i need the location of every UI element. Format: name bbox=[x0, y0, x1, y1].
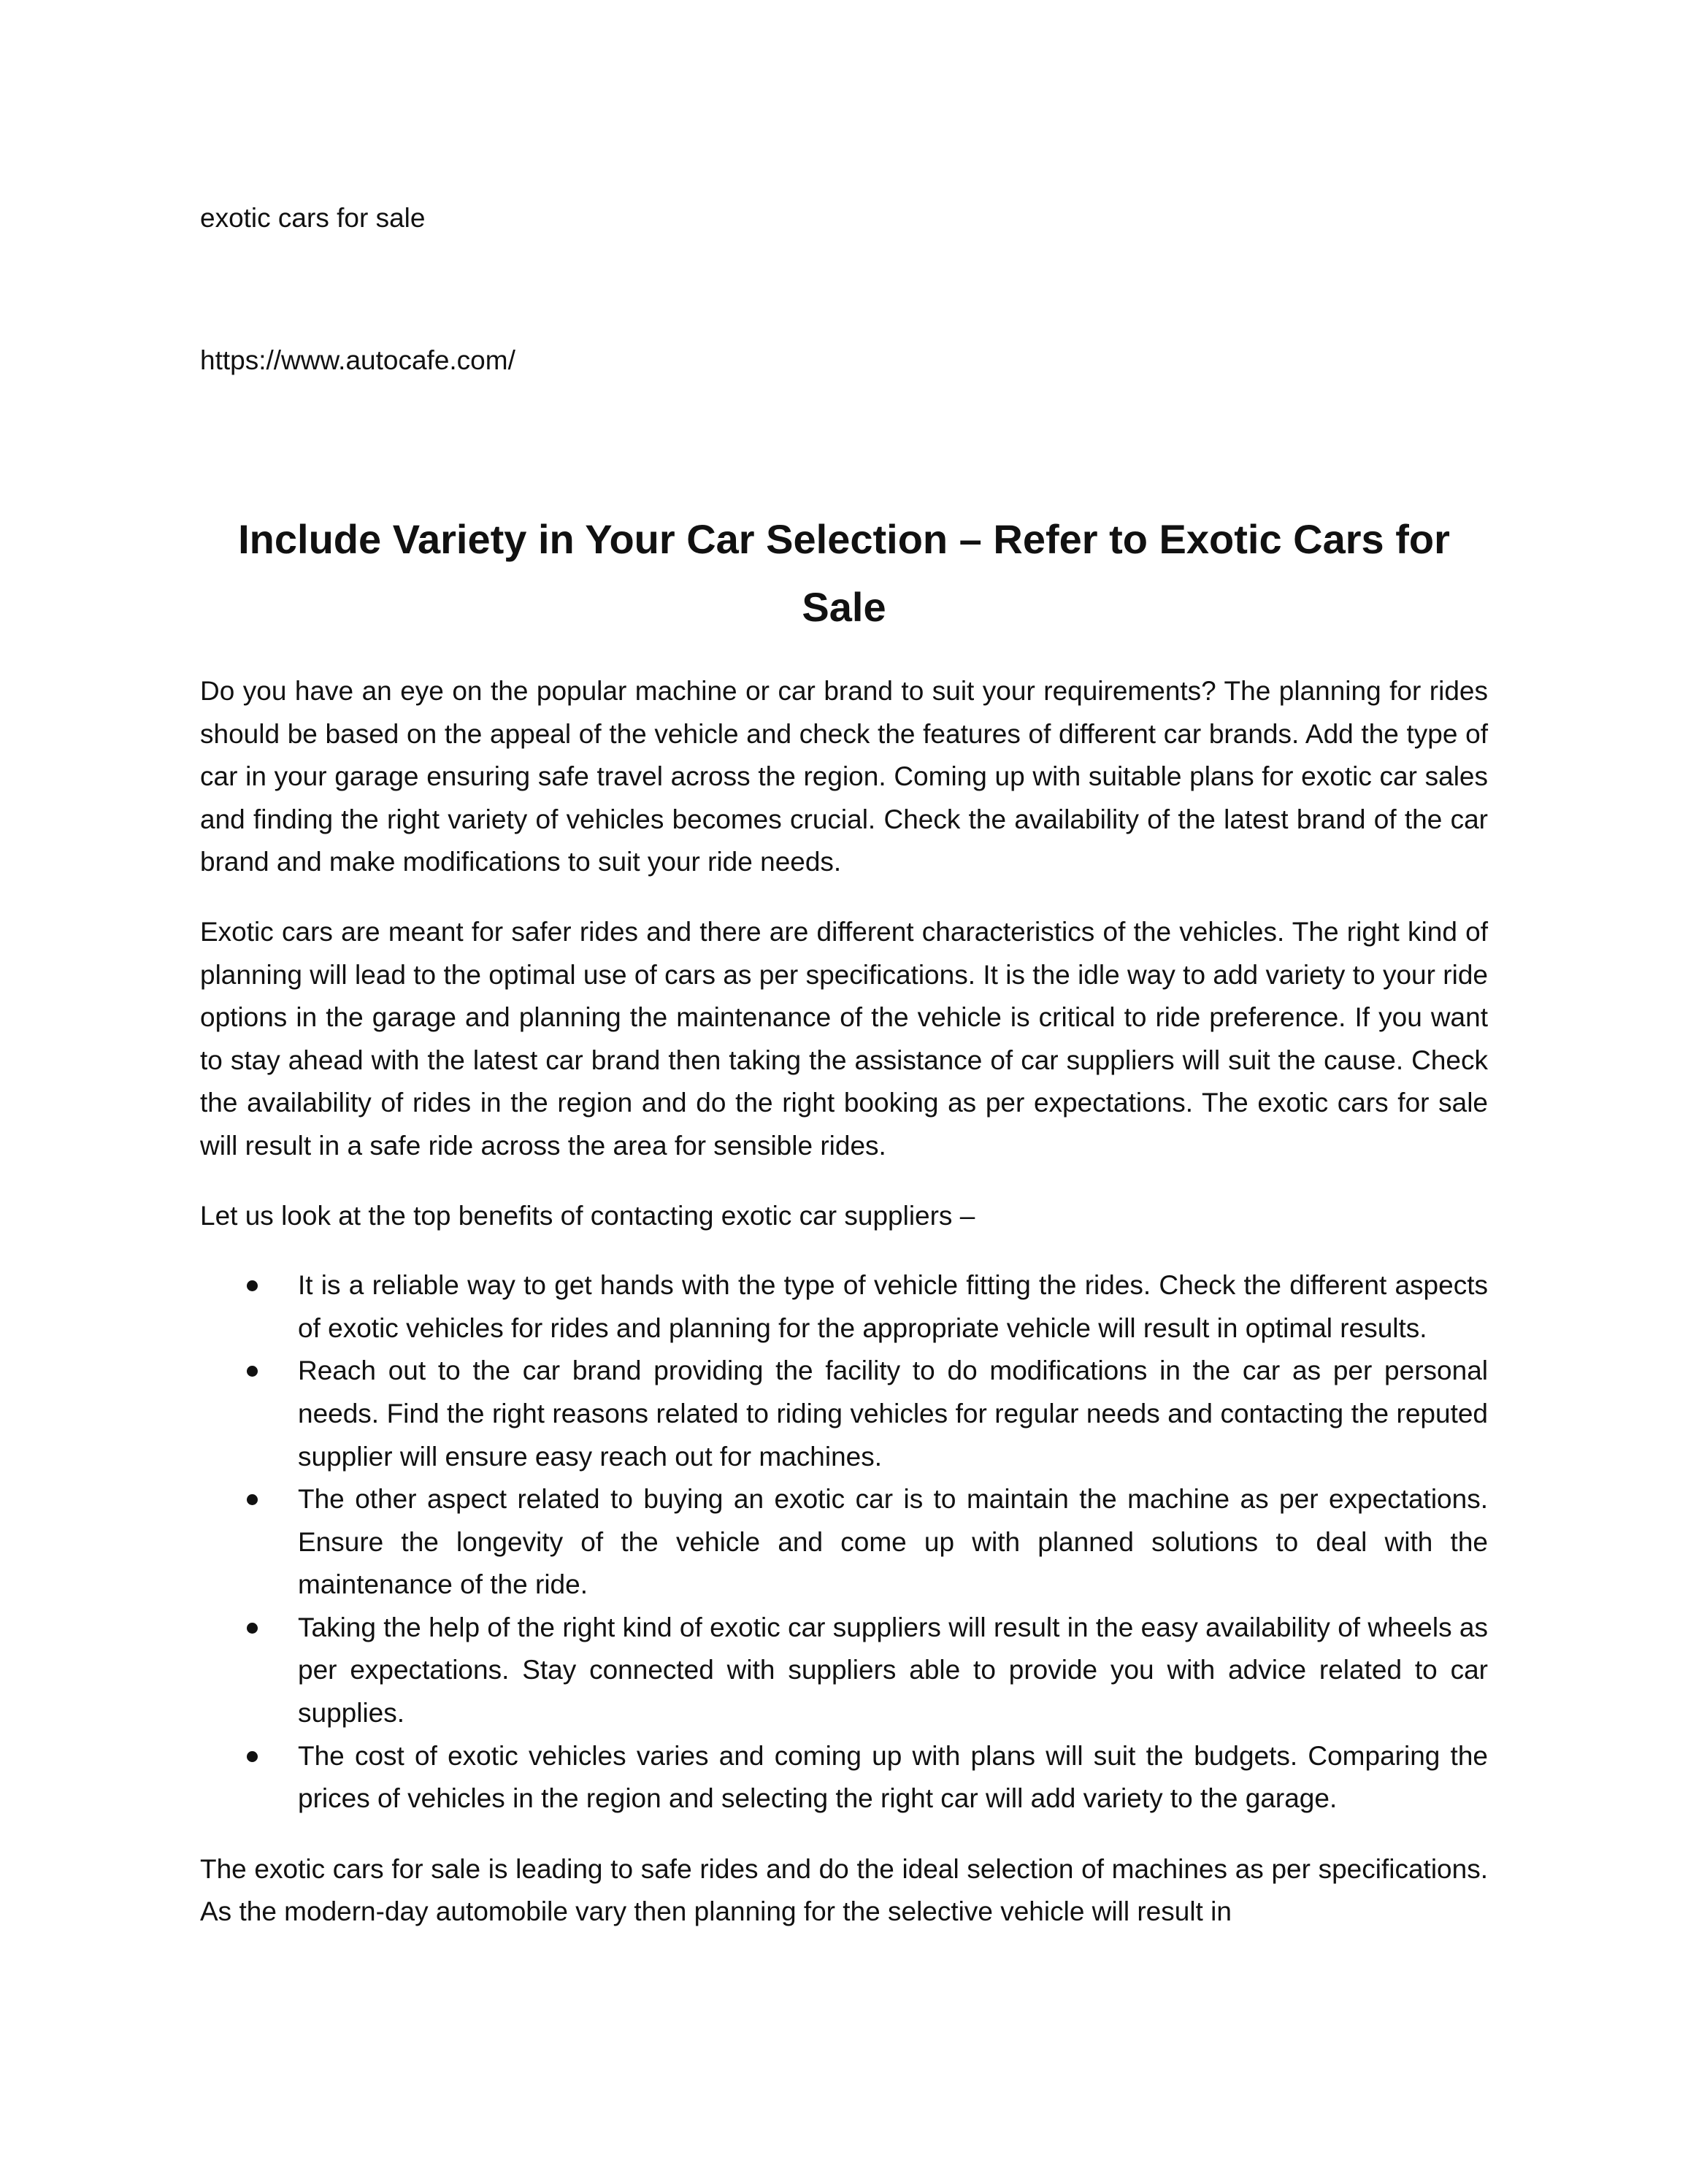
article-title: Include Variety in Your Car Selection – Refer to Exotic Cars for Sale bbox=[238, 516, 1450, 630]
list-item-text: The cost of exotic vehicles varies and coming up with plans will suit the budgets. Comparing the prices of vehicles in the region and selecting the right car will add variety to the garage. bbox=[298, 1740, 1488, 1814]
list-item bbox=[200, 1264, 1488, 1350]
paragraph-exotic-cars: Exotic cars are meant for safer rides and there are different characteristics of the vehicles. The right kind of planning will lead to the optimal use of cars as per specifications. It is the idle way to add variety to your ride options in the garage and planning the maintenance of the vehicle is critical to ride preference. If you want to stay ahead with the latest car brand then taking the assistance of car suppliers will suit the cause. Check the availability of rides in the region and do the right booking as per expectations. The exotic cars for sale will result in a safe ride across the area for sensible rides. bbox=[200, 916, 1488, 1161]
article-body bbox=[200, 670, 1488, 1961]
list-item bbox=[200, 1607, 1488, 1735]
list-item-text: Reach out to the car brand providing the facility to do modifications in the car as per personal needs. Find the right reasons related to riding vehicles for regular needs and contacting the reputed supplier will ensure easy reach out for machines. bbox=[298, 1356, 1488, 1472]
paragraph-intro: Do you have an eye on the popular machine or car brand to suit your requirements? The planning for rides should be based on the appeal of the vehicle and check the features of different car brands. Add the type of car in your garage ensuring safe travel across the region. Coming up with suitable plans for exotic car sales and finding the right variety of vehicles becomes crucial. Check the availability of the latest brand of the car brand and make modifications to suit your ride needs. bbox=[200, 676, 1488, 877]
paragraph-closing: The exotic cars for sale is leading to safe rides and do the ideal selection of machines as per specifications. As the modern-day automobile vary then planning for the selective vehicle will result in bbox=[200, 1853, 1488, 1927]
bullet-icon bbox=[247, 1751, 258, 1762]
bullet-icon bbox=[247, 1280, 258, 1291]
bullet-icon bbox=[247, 1494, 258, 1505]
list-item-text: The other aspect related to buying an exotic car is to maintain the machine as per expectations. Ensure the longevity of the vehicle and come up with planned solutions to deal with the maintenance of the ride. bbox=[298, 1484, 1488, 1600]
keyword-line: exotic cars for sale bbox=[200, 203, 426, 233]
list-item bbox=[200, 1350, 1488, 1478]
paragraph-benefits-lead: Let us look at the top benefits of contacting exotic car suppliers – bbox=[200, 1200, 975, 1231]
benefits-list bbox=[200, 1264, 1488, 1820]
bullet-icon bbox=[247, 1623, 258, 1634]
website-link[interactable]: https://www.autocafe.com/ bbox=[200, 345, 515, 375]
list-item bbox=[200, 1735, 1488, 1820]
list-item-text: It is a reliable way to get hands with the type of vehicle fitting the rides. Check the different aspects of exotic vehicles for rides and planning for the appropriate vehicle will result in optimal results. bbox=[298, 1270, 1488, 1343]
list-item bbox=[200, 1478, 1488, 1607]
list-item-text: Taking the help of the right kind of exotic car suppliers will result in the easy availability of wheels as per expectations. Stay connected with suppliers able to provide you with advice related to car supplies. bbox=[298, 1612, 1488, 1729]
bullet-icon bbox=[247, 1366, 258, 1377]
